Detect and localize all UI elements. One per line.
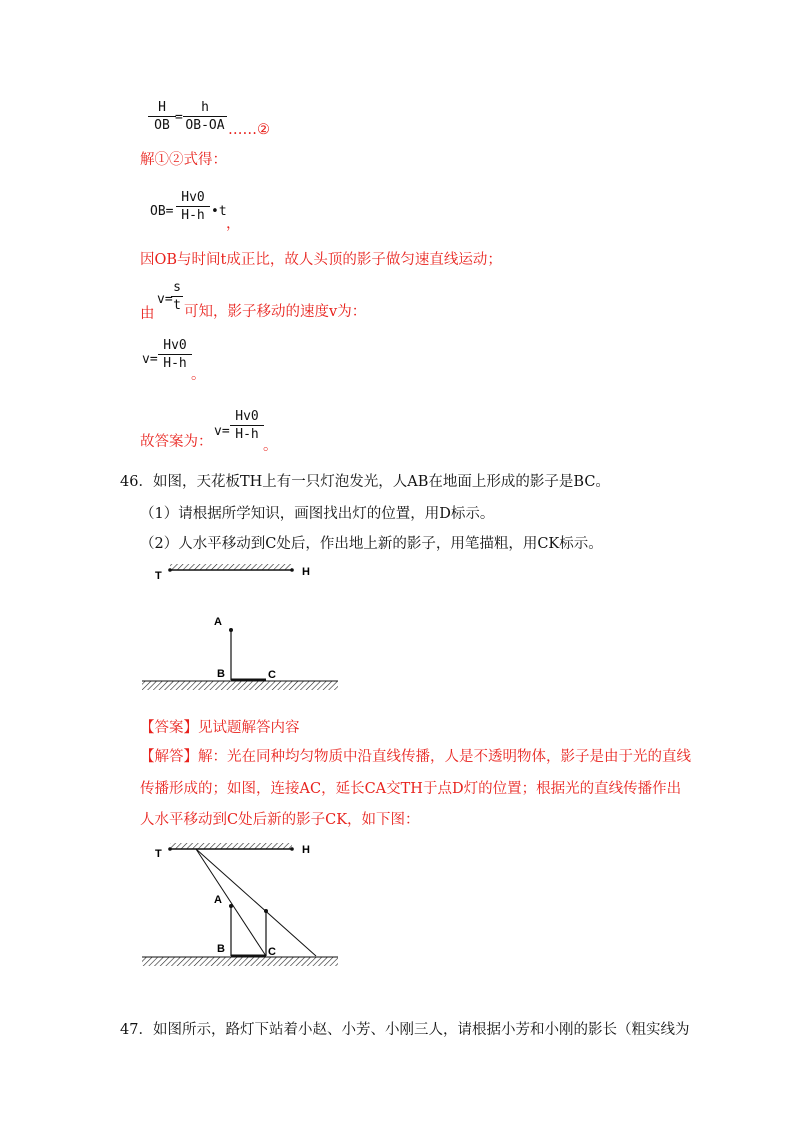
eq2-right-denominator: OB-OA [185, 118, 225, 133]
solution-line-2: 传播形成的；如图，连接AC，延长CA交TH于点D灯的位置；根据光的直线传播作出 [140, 781, 682, 797]
ceiling-th [168, 564, 294, 572]
speed-line-prefix: 由 [140, 306, 155, 322]
label-a-2: A [214, 894, 222, 906]
label-t: T [155, 570, 162, 582]
answer-eq-lhs: v= [214, 424, 230, 439]
eq2-right-numerator: h [201, 100, 209, 115]
solution-line-1: 【解答】解：光在同种均匀物质中沿直线传播，人是不透明物体，影子是由于光的直线 [140, 749, 691, 765]
speed-numerator: s [173, 280, 181, 295]
v-eq-lhs: v= [142, 352, 158, 367]
answer-eq-denominator: H-h [235, 427, 259, 442]
v-eq-numerator: Hv0 [163, 338, 187, 353]
eq2-suffix: ……② [228, 122, 270, 138]
person-at-c-head [264, 909, 268, 913]
v-eq-end: 。 [191, 367, 206, 383]
ceiling-th-2 [168, 843, 294, 851]
ob-eq-end: ， [226, 216, 241, 232]
label-t-2: T [155, 848, 162, 860]
label-a: A [214, 616, 222, 628]
eq2-left-numerator: H [158, 100, 166, 115]
v-eq-denominator: H-h [163, 356, 187, 371]
label-c-2: C [268, 946, 276, 958]
q46-part2: （2）人水平移动到C处后，作出地上新的影子，用笔描粗，用CK标示。 [140, 536, 603, 552]
ob-eq-rhs: •t [211, 204, 227, 219]
q46-part1: （1）请根据所学知识，画图找出灯的位置，用D标示。 [140, 506, 495, 522]
answer-label: 【答案】见试题解答内容 [140, 720, 300, 736]
ob-eq-lhs: OB= [150, 204, 174, 219]
label-c: C [268, 669, 276, 681]
ob-eq-denominator: H-h [181, 208, 205, 223]
answer-eq-end: 。 [263, 438, 278, 454]
solution-line-3: 人水平移动到C处后新的影子CK，如下图： [140, 812, 420, 828]
speed-line-suffix: 可知，影子移动的速度v为： [184, 304, 367, 320]
ground [142, 681, 338, 690]
label-h-2: H [302, 844, 310, 856]
point-a-2 [229, 904, 233, 908]
speed-denominator: t [173, 298, 181, 313]
label-h: H [302, 566, 310, 578]
label-b: B [217, 668, 225, 680]
speed-formula-lhs: v= [157, 292, 173, 307]
q46-stem: 46．如图，天花板TH上有一只灯泡发光，人AB在地面上形成的影子是BC。 [120, 474, 610, 490]
answer-line-prefix: 故答案为： [140, 434, 213, 450]
point-a [229, 628, 233, 632]
answer-eq-numerator: Hv0 [235, 409, 259, 424]
proportional-line: 因OB与时间t成正比，故人头顶的影子做匀速直线运动； [140, 252, 502, 268]
label-b-2: B [217, 943, 225, 955]
ground-2 [142, 957, 338, 966]
eq2-left-denominator: OB [154, 118, 170, 133]
solve-line: 解①②式得： [140, 152, 227, 168]
q47-stem: 47．如图所示，路灯下站着小赵、小芳、小刚三人，请根据小芳和小刚的影长（粗实线为 [120, 1022, 690, 1038]
ob-eq-numerator: Hv0 [181, 190, 205, 205]
eq2-equals: = [175, 110, 183, 125]
